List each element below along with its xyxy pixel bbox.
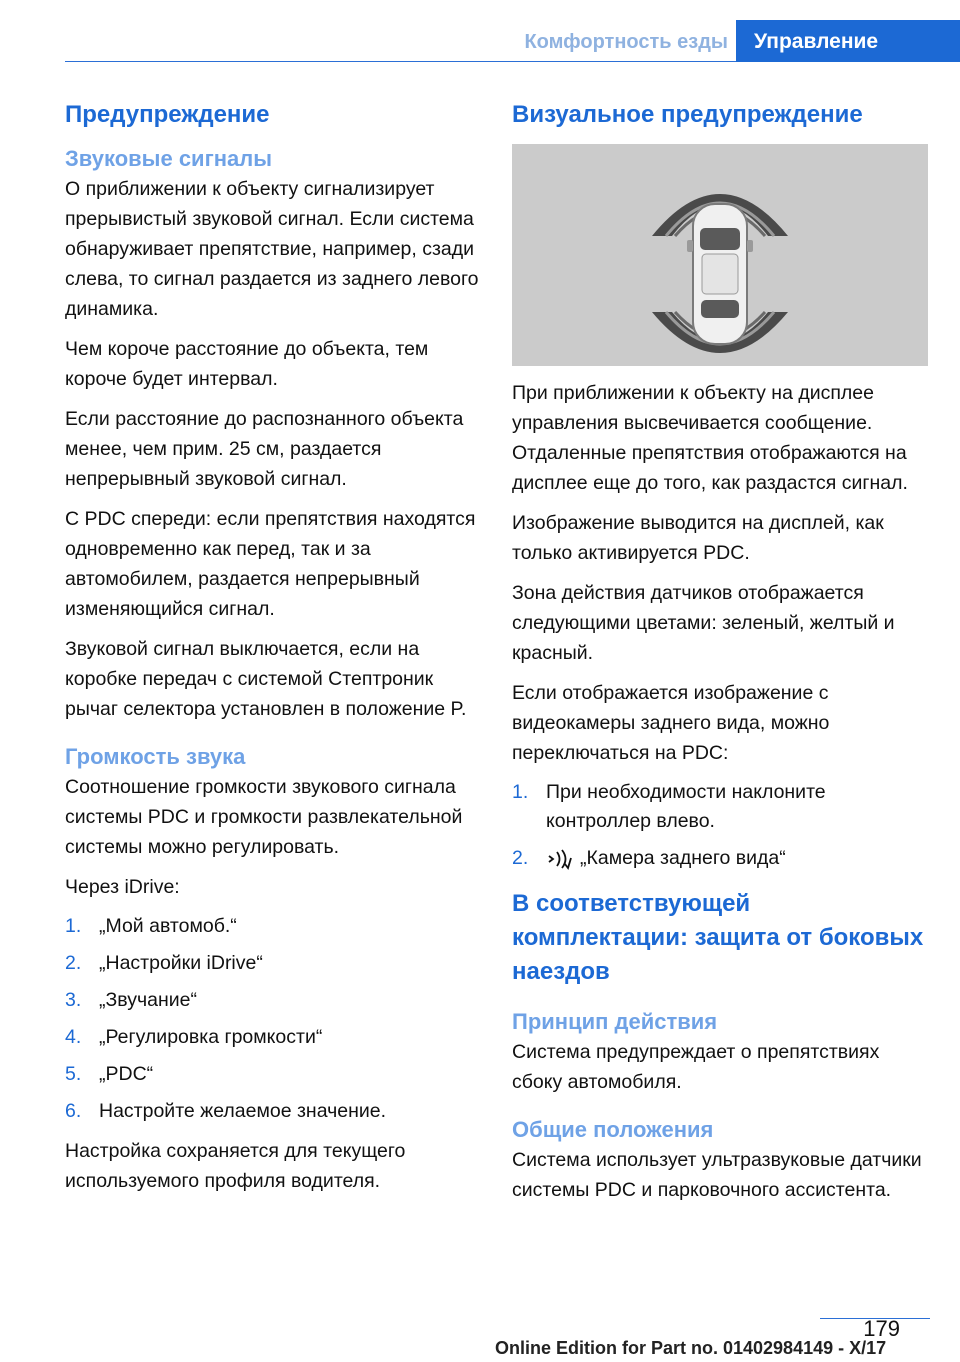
step-text: „Звучание“ xyxy=(99,989,197,1011)
step-text: „PDC“ xyxy=(99,1063,154,1085)
list-item xyxy=(65,1097,480,1126)
header-section-title: Комфортность езды xyxy=(524,31,728,53)
pdc-sensor-icon xyxy=(546,848,572,870)
paragraph: Если расстояние до распознанного объекта менее, чем прим. 25 см, раздается непрерывный звуковой сигнал. xyxy=(65,408,464,490)
subheading-general: Общие положения xyxy=(512,1117,714,1142)
step-text: При необходимости наклоните контроллер влево. xyxy=(546,781,826,832)
subheading-principle: Принцип действия xyxy=(512,1009,718,1034)
list-item xyxy=(65,912,480,941)
section-heading-side-protection: В соответствующей комплектации: защита от боковых наездов xyxy=(512,890,924,985)
step-number: 3. xyxy=(65,989,82,1011)
header-chapter-tab: Управление xyxy=(736,20,960,62)
step-text: „Настройки iDrive“ xyxy=(99,952,263,974)
paragraph: О приближении к объекту сигнализирует прерывистый звуковой сигнал. Если система обнаруживает препятствие, например, сзади слева, то сигнал раздается из заднего левого динамика. xyxy=(65,178,479,320)
paragraph: Изображение выводится на дисплей, как только активируется PDC. xyxy=(512,512,884,564)
section-heading-warning: Предупреждение xyxy=(65,101,270,128)
step-number: 6. xyxy=(65,1100,82,1122)
paragraph: Звуковой сигнал выключается, если на коробке передач с системой Стептроник рычаг селектора установлен в положение P. xyxy=(65,638,467,720)
step-number: 5. xyxy=(65,1063,82,1085)
list-item xyxy=(65,949,480,978)
paragraph: Система использует ультразвуковые датчики системы PDC и парковочного ассистента. xyxy=(512,1149,922,1201)
page-number: 179 xyxy=(863,1316,900,1341)
step-text: „Мой автомоб.“ xyxy=(99,915,237,937)
paragraph: Чем короче расстояние до объекта, тем короче будет интервал. xyxy=(65,338,429,390)
paragraph: Система предупреждает о препятствиях сбоку автомобиля. xyxy=(512,1041,880,1093)
list-item xyxy=(512,844,930,873)
list-item xyxy=(65,1060,480,1089)
step-number: 2. xyxy=(512,847,529,869)
pdc-display-illustration xyxy=(512,144,928,366)
paragraph: Через iDrive: xyxy=(65,876,180,898)
list-item xyxy=(65,1023,480,1052)
paragraph: При приближении к объекту на дисплее управления высвечивается сообщение. Отдаленные препятствия отображаются на дисплее еще до того, как раздастся сигнал. xyxy=(512,382,908,494)
paragraph: Соотношение громкости звукового сигнала системы PDC и громкости развлекательной системы можно регулировать. xyxy=(65,776,463,858)
subheading-sound-signals: Звуковые сигналы xyxy=(65,146,273,171)
right-column xyxy=(512,98,930,1215)
step-number: 2. xyxy=(65,952,82,974)
list-item xyxy=(65,986,480,1015)
step-text: „Регулировка громкости“ xyxy=(99,1026,323,1048)
edition-note: Online Edition for Part no. 01402984149 - X/17 xyxy=(495,1338,887,1358)
step-number: 1. xyxy=(65,915,82,937)
paragraph: Если отображается изображение с видеокамеры заднего вида, можно переключаться на PDC: xyxy=(512,682,830,764)
step-text: „Камера заднего вида“ xyxy=(580,847,786,869)
section-heading-visual-warning: Визуальное предупреждение xyxy=(512,101,863,128)
camera-switch-steps xyxy=(512,778,930,873)
page-header xyxy=(0,20,960,62)
step-number: 4. xyxy=(65,1026,82,1048)
step-number: 1. xyxy=(512,781,529,803)
idrive-steps-list xyxy=(65,912,480,1126)
left-column xyxy=(65,98,480,1206)
step-text: Настройте желаемое значение. xyxy=(99,1100,387,1122)
paragraph: Зона действия датчиков отображается следующими цветами: зеленый, желтый и красный. xyxy=(512,582,895,664)
list-item xyxy=(512,778,930,836)
subheading-volume: Громкость звука xyxy=(65,744,246,769)
paragraph: С PDC спереди: если препятствия находятся одновременно как перед, так и за автомобилем, раздается непрерывный изменяющийся сигнал. xyxy=(65,508,476,620)
paragraph: Настройка сохраняется для текущего используемого профиля водителя. xyxy=(65,1140,406,1192)
